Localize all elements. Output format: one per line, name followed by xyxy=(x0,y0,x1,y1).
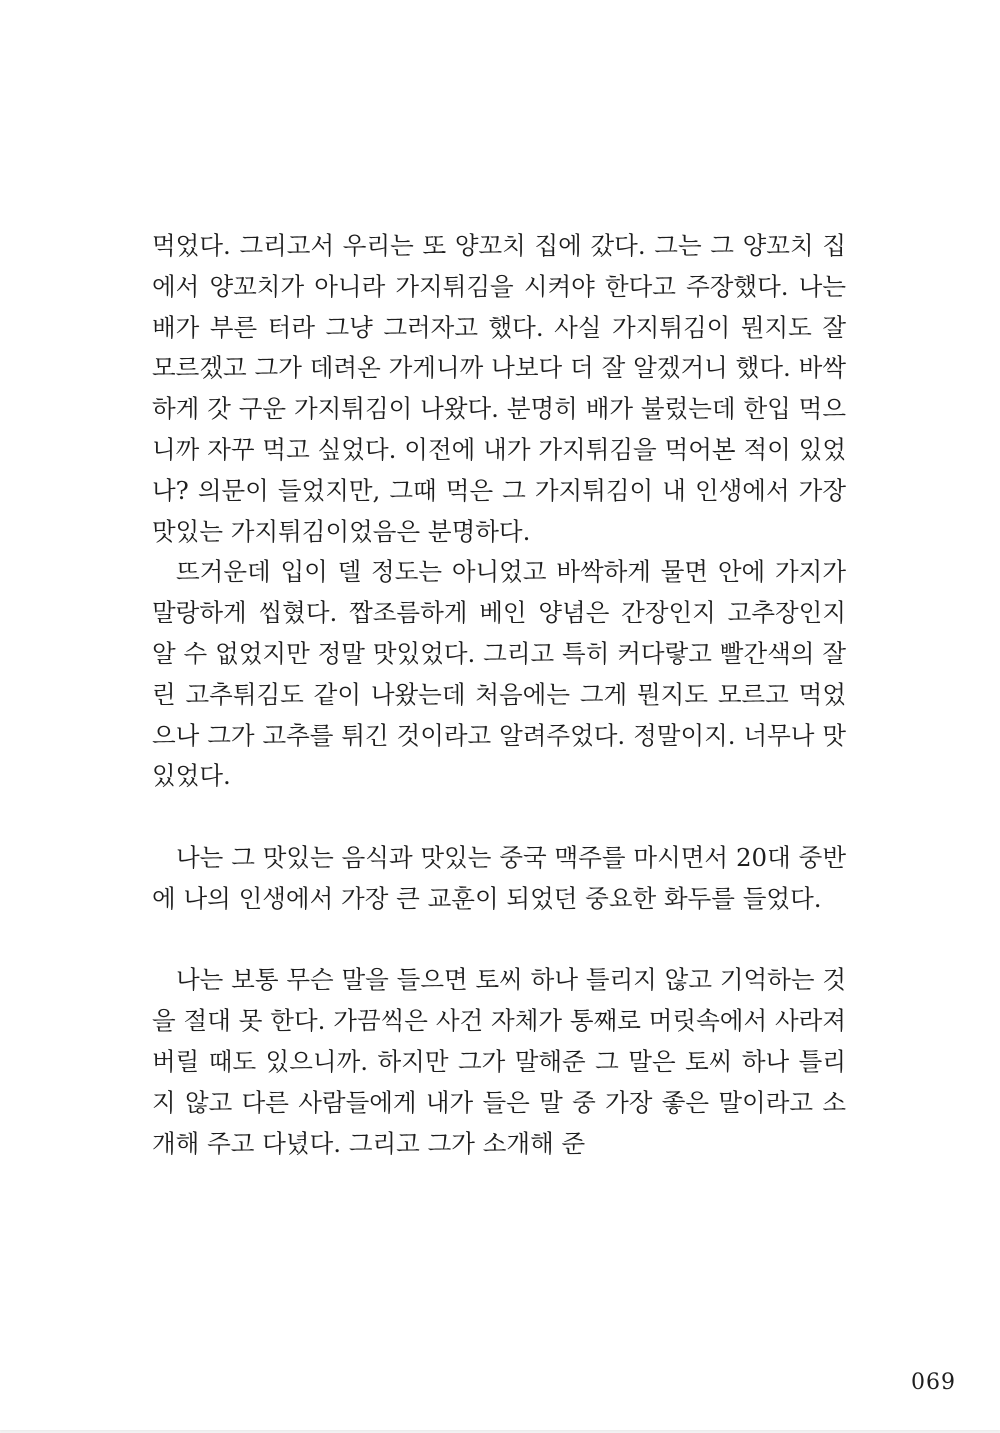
paragraph-3: 나는 그 맛있는 음식과 맛있는 중국 맥주를 마시면서 20대 중반에 나의 인생에서 가장 큰 교훈이 되었던 중요한 화두를 들었다. xyxy=(152,842,846,913)
paragraph-spacer xyxy=(152,797,846,838)
paragraph-spacer xyxy=(152,920,846,961)
paragraph-1: 먹었다. 그리고서 우리는 또 양꼬치 집에 갔다. 그는 그 양꼬치 집에서 양꼬치가 아니라 가지튀김을 시켜야 한다고 주장했다. 나는 배가 부른 터라 그냥 그러자고 했다. 사실 가지튀김이 뭔지도 잘 모르겠고 그가 데려온 가게니까 나보다 더 잘 알겠거니 했다. 바싹하게 갓 구운 가지튀김이 나왔다. 분명히 배가 불렀는데 한입 먹으니까 자꾸 먹고 싶었다. 이전에 내가 가지튀김을 먹어본 적이 있었나? 의문이 들었지만, 그때 먹은 그 가지튀김이 내 인생에서 가장 맛있는 가지튀김이었음은 분명하다. xyxy=(152,231,846,546)
paragraph-2: 뜨거운데 입이 델 정도는 아니었고 바싹하게 물면 안에 가지가 말랑하게 씹혔다. 짭조름하게 베인 양념은 간장인지 고추장인지 알 수 없었지만 정말 맛있었다. 그리고 특히 커다랗고 빨간색의 잘린 고추튀김도 같이 나왔는데 처음에는 그게 뭔지도 모르고 먹었으나 그가 고추를 튀긴 것이라고 알려주었다. 정말이지. 너무나 맛있었다. xyxy=(152,557,846,791)
body-text xyxy=(152,226,846,1164)
page-number: 069 xyxy=(911,1370,956,1395)
paragraph-4: 나는 보통 무슨 말을 들으면 토씨 하나 틀리지 않고 기억하는 것을 절대 못 한다. 가끔씩은 사건 자체가 통째로 머릿속에서 사라져 버릴 때도 있으니까. 하지만 그가 말해준 그 말은 토씨 하나 틀리지 않고 다른 사람들에게 내가 들은 말 중 가장 좋은 말이라고 소개해 주고 다녔다. 그리고 그가 소개해 준 xyxy=(152,965,846,1158)
